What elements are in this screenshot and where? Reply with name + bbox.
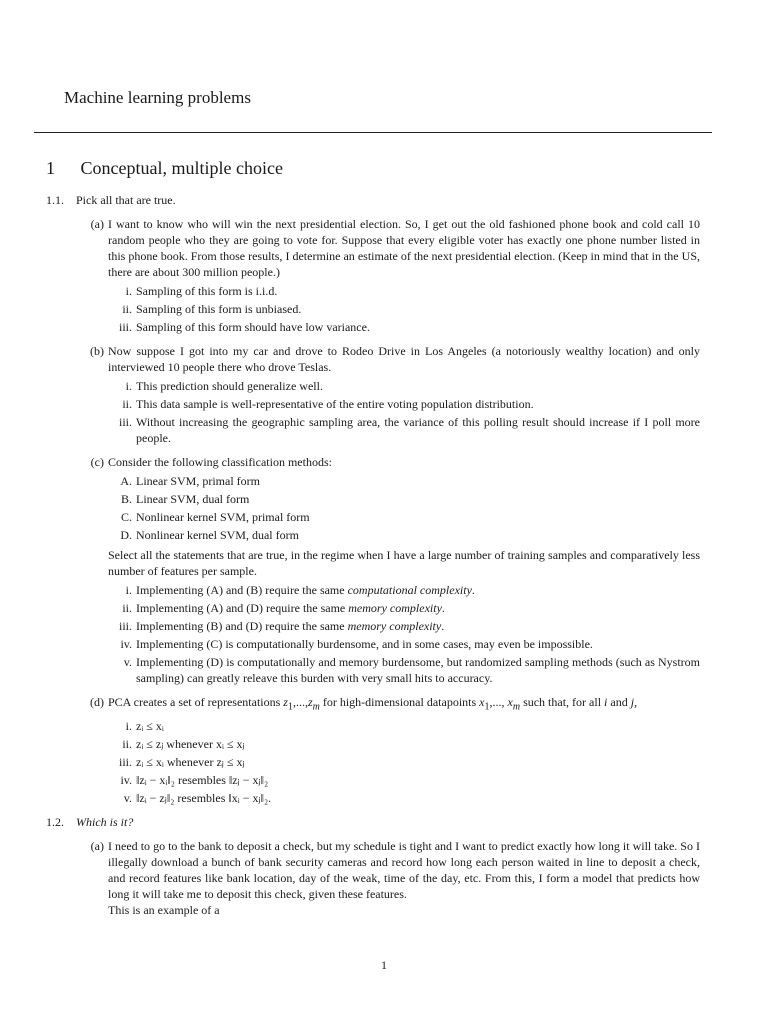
option-text: ‖zᵢ − xᵢ‖₂ resembles ‖zⱼ − xⱼ‖₂ <box>136 773 269 788</box>
select-instruction: Select all the statements that are true, in the regime when I have a large number of training samples and comparatively less number of features per sample. <box>108 548 700 578</box>
option-item <box>108 582 700 598</box>
math-var: z <box>307 695 313 709</box>
method-item <box>108 509 700 525</box>
method-label: B. <box>120 492 132 506</box>
method-label: D. <box>120 528 132 542</box>
option-item <box>108 754 700 770</box>
option-item <box>108 654 700 686</box>
option-label: iii. <box>118 619 132 633</box>
part-text: Now suppose I got into my car and drove to Rodeo Drive in Los Angeles (a notoriously wealthy location) and only interviewed 10 people there who drove Teslas. <box>108 344 700 374</box>
option-text: Sampling of this form is i.i.d. <box>136 284 278 298</box>
option-item <box>108 790 700 806</box>
method-item <box>108 527 700 543</box>
option-text-part: Implementing (A) and (B) require the same <box>136 583 348 597</box>
option-label: ii. <box>122 397 132 411</box>
part-label: (a) <box>90 839 104 854</box>
option-label: iii. <box>118 320 132 334</box>
part-text: I want to know who will win the next presidential election. So, I get out the old fashioned phone book and cold call 10 random people who they are going to vote for. Suppose that every eligible voter has exactly one phone number listed in this phone book. From those results, I determine an estimate of the next presidential election. (Keep in mind that in the US, there are about 300 million people.) <box>108 217 700 279</box>
option-text: Without increasing the geographic sampling area, the variance of this polling result should increase if I poll more people. <box>136 415 700 445</box>
math-var: z <box>283 695 288 709</box>
part-text: Consider the following classification methods: <box>108 455 332 469</box>
option-item <box>108 378 700 394</box>
method-list <box>108 473 700 543</box>
option-text: This prediction should generalize well. <box>136 379 323 393</box>
part-label: (c) <box>90 455 104 469</box>
option-label: iii. <box>118 755 132 770</box>
option-emphasis: memory complexity <box>348 601 442 615</box>
method-label: A. <box>120 474 132 488</box>
option-text: zᵢ ≤ xᵢ whenever zⱼ ≤ xⱼ <box>136 755 245 770</box>
option-label: i. <box>125 719 132 734</box>
method-item <box>108 473 700 489</box>
option-item <box>108 283 700 299</box>
option-text: zᵢ ≤ zⱼ whenever xᵢ ≤ xⱼ <box>136 737 245 752</box>
part-a <box>80 216 700 337</box>
method-text: Linear SVM, primal form <box>136 474 260 488</box>
option-text: Sampling of this form is unbiased. <box>136 302 302 316</box>
part-tail: This is an example of a <box>108 903 220 918</box>
method-text: Linear SVM, dual form <box>136 492 250 506</box>
option-emphasis: computational complexity <box>347 583 472 597</box>
option-text: Implementing (A) and (D) require the same memory complexity. <box>136 601 445 615</box>
part-a <box>80 838 700 918</box>
option-list <box>108 283 700 335</box>
question-1-2 <box>46 814 700 830</box>
math-var: x <box>507 695 513 709</box>
part-b <box>80 343 700 448</box>
math-var: i <box>604 695 608 709</box>
text-run: , <box>634 695 638 709</box>
option-item <box>108 301 700 317</box>
part-text: I need to go to the bank to deposit a check, but my schedule is tight and I want to predict exactly how long it will take. So I illegally download a bunch of bank security cameras and record how long each person waited in line to deposit a check, and record features like bank location, day of the weak, time of the day, etc. From this, I form a model that predicts how long it will take me to deposit this check, given these features. <box>108 839 700 902</box>
option-label: i. <box>125 379 132 393</box>
option-label: iii. <box>118 415 132 429</box>
method-label: C. <box>120 510 132 524</box>
document-body <box>46 192 700 924</box>
option-text: Sampling of this form should have low variance. <box>136 320 370 334</box>
option-item <box>108 636 700 652</box>
option-label: i. <box>125 284 132 298</box>
method-text: Nonlinear kernel SVM, dual form <box>136 528 299 542</box>
option-label: iv. <box>120 773 132 788</box>
option-text: zᵢ ≤ xᵢ <box>136 719 164 734</box>
option-emphasis: memory complexity <box>347 619 442 633</box>
text-run: and <box>607 695 631 709</box>
part-c <box>80 454 700 688</box>
math-var: j <box>630 695 635 709</box>
option-item <box>108 319 700 335</box>
option-label: i. <box>125 583 132 597</box>
option-item <box>108 600 700 616</box>
option-text: ‖zᵢ − zⱼ‖₂ resembles ‖xᵢ − xⱼ‖₂. <box>136 791 272 806</box>
option-list <box>108 378 700 446</box>
question-prompt: Which is it? <box>76 815 134 830</box>
option-text-part: Implementing (A) and (D) require the same <box>136 601 349 615</box>
option-label: ii. <box>122 737 132 752</box>
math-sub: 1 <box>484 701 490 713</box>
math-var: x <box>479 695 485 709</box>
section-heading <box>46 158 283 179</box>
section-number: 1 <box>46 158 55 178</box>
text-run: ,..., <box>292 695 308 709</box>
text-run: ,..., <box>489 695 508 709</box>
math-sub: m <box>312 701 320 713</box>
method-text: Nonlinear kernel SVM, primal form <box>136 510 310 524</box>
part-text <box>108 694 700 715</box>
part-label: (d) <box>90 695 104 709</box>
option-item <box>108 618 700 634</box>
option-label: ii. <box>122 601 132 615</box>
option-list <box>108 582 700 686</box>
option-text: Implementing (A) and (B) require the same computational complexity. <box>136 583 475 597</box>
option-item <box>108 396 700 412</box>
question-prompt: Pick all that are true. <box>76 193 176 207</box>
question-1-1 <box>46 192 700 208</box>
title-rule <box>34 132 712 133</box>
math-sub: 1 <box>287 701 293 713</box>
option-text: Implementing (B) and (D) require the same memory complexity. <box>136 619 445 633</box>
page-number: 1 <box>381 958 387 972</box>
option-text: This data sample is well-representative of the entire voting population distribution. <box>136 397 534 411</box>
option-item <box>108 718 700 734</box>
option-list <box>108 718 700 806</box>
text-run: for high-dimensional datapoints <box>319 695 480 709</box>
option-label: ii. <box>122 302 132 316</box>
question-number: 1.1. <box>46 193 64 207</box>
option-label: v. <box>123 791 132 806</box>
option-item <box>108 736 700 752</box>
text-run: PCA creates a set of representations <box>108 695 284 709</box>
method-item <box>108 491 700 507</box>
section-title: Conceptual, multiple choice <box>80 158 283 178</box>
option-text: Implementing (C) is computationally burdensome, and in some cases, may even be impossible. <box>136 637 593 651</box>
part-d <box>80 694 700 808</box>
option-item <box>108 772 700 788</box>
question-number: 1.2. <box>46 815 64 830</box>
text-run: such that, for all <box>520 695 605 709</box>
document-title: Machine learning problems <box>64 88 251 107</box>
part-label: (a) <box>90 217 104 231</box>
option-item <box>108 414 700 446</box>
option-label: v. <box>123 655 132 669</box>
part-label: (b) <box>90 344 104 358</box>
option-text-part: Implementing (B) and (D) require the same <box>136 619 348 633</box>
option-text: Implementing (D) is computationally and memory burdensome, but randomized sampling methods (such as Nystrom sampling) can greatly releave this burden with very small hits to accuracy. <box>136 655 700 685</box>
math-sub: m <box>512 701 521 713</box>
option-label: iv. <box>120 637 132 651</box>
